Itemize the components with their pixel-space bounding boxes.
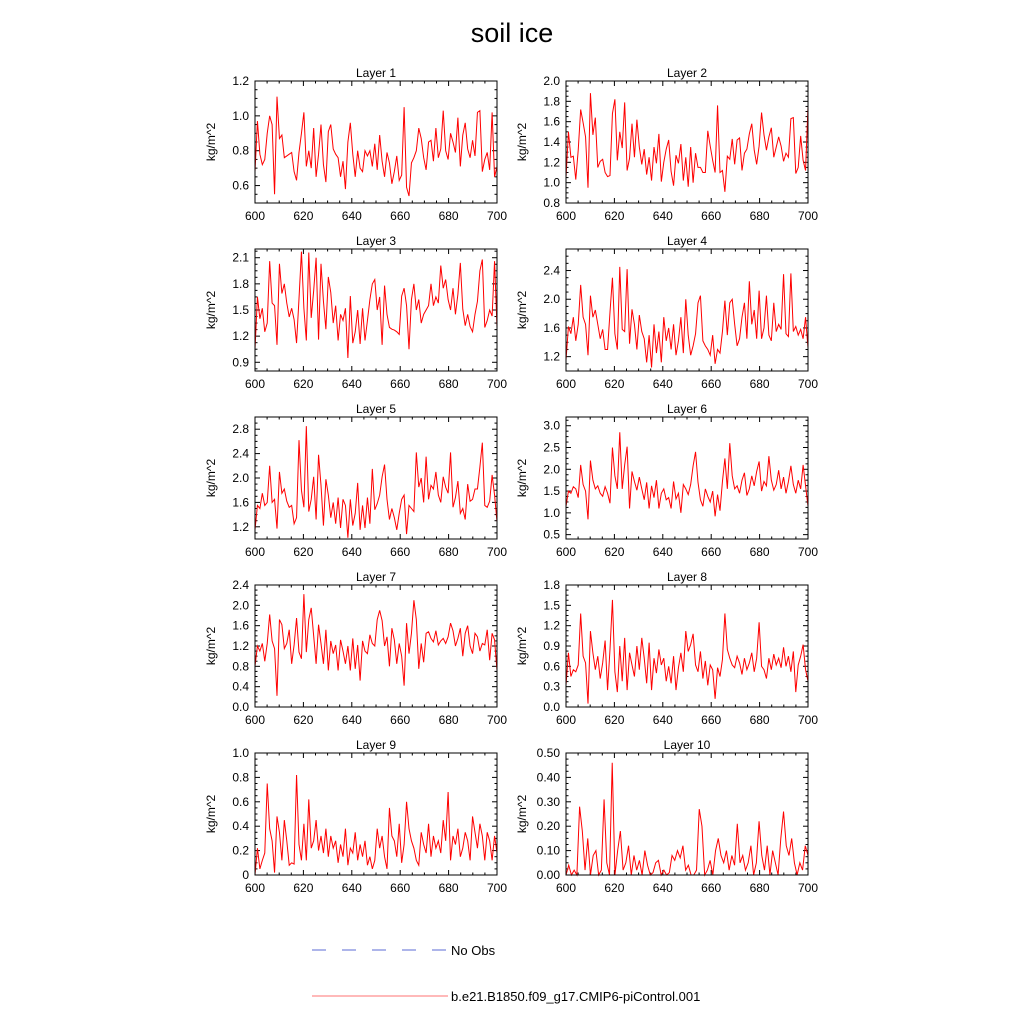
y-tick-label: 0	[242, 868, 249, 882]
y-axis-label: kg/m^2	[204, 626, 218, 666]
x-tick-label: 700	[486, 713, 508, 727]
y-tick-label: 0.9	[543, 639, 560, 653]
y-tick-label: 0.4	[232, 679, 249, 694]
y-tick-label: 2.4	[543, 263, 560, 278]
x-tick-label: 660	[701, 881, 722, 895]
x-tick-label: 600	[244, 713, 266, 727]
y-tick-label: 1.6	[543, 114, 560, 129]
y-tick-label: 1.5	[543, 598, 560, 613]
x-tick-label: 640	[652, 713, 673, 727]
x-tick-label: 660	[390, 881, 411, 895]
y-tick-label: 1.2	[543, 155, 560, 170]
y-tick-label: 0.2	[232, 843, 249, 858]
x-tick-label: 660	[701, 209, 722, 223]
y-tick-label: 2.0	[232, 471, 249, 485]
y-tick-label: 1.8	[543, 94, 560, 109]
x-tick-label: 640	[652, 377, 673, 391]
y-axis-label: kg/m^2	[515, 290, 529, 330]
y-tick-label: 1.6	[543, 320, 560, 335]
panel-layer-5	[204, 402, 507, 559]
y-tick-label: 1.8	[232, 276, 249, 291]
plot-frame	[255, 585, 497, 707]
x-tick-label: 700	[797, 209, 819, 223]
y-axis-label: kg/m^2	[515, 626, 529, 666]
x-tick-label: 680	[749, 209, 770, 223]
plot-frame	[255, 417, 497, 539]
y-axis-label: kg/m^2	[204, 122, 218, 162]
legend-model-label: b.e21.B1850.f09_g17.CMIP6-piControl.001	[451, 989, 701, 1004]
y-tick-label: 0.3	[543, 679, 560, 694]
x-tick-label: 620	[604, 713, 625, 727]
plot-frame	[255, 81, 497, 203]
y-tick-label: 0.4	[232, 819, 249, 834]
x-tick-label: 640	[341, 209, 362, 223]
y-axis-label: kg/m^2	[204, 458, 218, 498]
y-axis-label: kg/m^2	[204, 794, 218, 834]
x-tick-label: 640	[341, 545, 362, 559]
panel-layer-6	[515, 402, 818, 559]
y-axis-label: kg/m^2	[515, 122, 529, 162]
x-tick-label: 620	[293, 713, 314, 727]
x-tick-label: 660	[390, 209, 411, 223]
panel-title: Layer 4	[666, 234, 708, 248]
x-tick-label: 640	[652, 545, 673, 559]
panel-title: Layer 8	[666, 570, 708, 584]
x-tick-label: 660	[390, 377, 411, 391]
plot-frame	[566, 417, 808, 539]
y-tick-label: 0.10	[536, 843, 560, 858]
x-tick-label: 620	[293, 377, 314, 391]
x-tick-label: 640	[341, 713, 362, 727]
y-tick-label: 2.0	[543, 292, 560, 307]
panel-title: Layer 10	[663, 738, 711, 752]
y-tick-label: 0.50	[536, 746, 560, 760]
x-tick-label: 620	[604, 881, 625, 895]
y-tick-label: 0.8	[543, 196, 560, 210]
x-tick-label: 640	[341, 377, 362, 391]
x-tick-label: 700	[486, 545, 508, 559]
x-tick-label: 680	[749, 377, 770, 391]
x-tick-label: 600	[555, 545, 577, 559]
panel-title: Layer 2	[666, 66, 708, 80]
y-tick-label: 1.2	[543, 618, 560, 633]
panel-title: Layer 3	[355, 234, 397, 248]
x-tick-label: 600	[555, 713, 577, 727]
y-tick-label: 0.8	[232, 659, 249, 674]
x-tick-label: 620	[293, 209, 314, 223]
y-tick-label: 0.6	[232, 178, 249, 193]
legend-obs-label: No Obs	[451, 943, 496, 958]
x-tick-label: 600	[555, 881, 577, 895]
plot-frame	[566, 81, 808, 203]
x-tick-label: 600	[555, 377, 577, 391]
y-tick-label: 2.0	[543, 462, 560, 477]
panel-title: Layer 5	[355, 402, 397, 416]
y-tick-label: 0.6	[232, 794, 249, 809]
series-line	[255, 775, 497, 875]
plot-frame	[566, 585, 808, 707]
series-line	[255, 594, 497, 696]
y-tick-label: 1.6	[232, 618, 249, 633]
x-tick-label: 620	[604, 209, 625, 223]
x-tick-label: 600	[244, 377, 266, 391]
y-tick-label: 1.5	[232, 303, 249, 317]
x-tick-label: 640	[652, 209, 673, 223]
y-tick-label: 2.8	[232, 422, 249, 437]
y-tick-label: 0.0	[543, 700, 560, 714]
y-tick-label: 1.2	[232, 519, 249, 534]
x-tick-label: 700	[797, 881, 819, 895]
legend	[312, 943, 700, 1004]
x-tick-label: 640	[341, 881, 362, 895]
y-tick-label: 1.6	[232, 495, 249, 510]
x-tick-label: 700	[486, 377, 508, 391]
y-tick-label: 2.4	[232, 446, 249, 461]
y-tick-label: 3.0	[543, 418, 560, 433]
x-tick-label: 680	[749, 881, 770, 895]
x-tick-label: 640	[652, 881, 673, 895]
y-tick-label: 1.4	[543, 135, 560, 149]
x-tick-label: 660	[701, 545, 722, 559]
panel-layer-1	[204, 66, 507, 223]
panels-group	[204, 66, 818, 895]
series-line	[255, 426, 497, 538]
x-tick-label: 700	[797, 545, 819, 559]
series-line	[566, 93, 808, 192]
x-tick-label: 700	[797, 713, 819, 727]
panel-title: Layer 9	[355, 738, 397, 752]
y-tick-label: 0.9	[232, 355, 249, 370]
y-tick-label: 1.0	[543, 175, 560, 190]
x-tick-label: 680	[438, 377, 459, 391]
y-tick-label: 0.00	[536, 868, 560, 882]
series-line	[255, 97, 497, 196]
y-tick-label: 1.2	[543, 349, 560, 364]
x-tick-label: 660	[390, 545, 411, 559]
series-line	[566, 600, 808, 704]
x-tick-label: 700	[797, 377, 819, 391]
x-tick-label: 600	[244, 881, 266, 895]
y-tick-label: 1.0	[232, 108, 249, 123]
panel-layer-3	[204, 234, 507, 391]
y-axis-label: kg/m^2	[204, 290, 218, 330]
x-tick-label: 680	[438, 881, 459, 895]
y-tick-label: 1.8	[543, 578, 560, 592]
y-tick-label: 2.0	[232, 598, 249, 613]
y-axis-label: kg/m^2	[515, 794, 529, 834]
series-line	[566, 267, 808, 367]
y-tick-label: 0.5	[543, 527, 560, 542]
y-tick-label: 1.0	[232, 746, 249, 760]
panel-title: Layer 7	[355, 570, 397, 584]
x-tick-label: 660	[701, 713, 722, 727]
x-tick-label: 620	[604, 377, 625, 391]
y-tick-label: 1.0	[543, 505, 560, 520]
x-tick-label: 680	[438, 713, 459, 727]
x-tick-label: 680	[438, 209, 459, 223]
y-tick-label: 0.30	[536, 794, 560, 809]
panel-title: Layer 6	[666, 402, 708, 416]
x-tick-label: 660	[701, 377, 722, 391]
y-tick-label: 0.6	[543, 659, 560, 674]
y-tick-label: 2.4	[232, 578, 249, 592]
x-tick-label: 600	[244, 545, 266, 559]
y-tick-label: 1.2	[232, 329, 249, 344]
x-tick-label: 700	[486, 209, 508, 223]
y-tick-label: 0.0	[232, 700, 249, 714]
series-line	[255, 252, 497, 358]
panel-layer-10	[515, 738, 818, 895]
y-tick-label: 0.8	[232, 143, 249, 158]
y-tick-label: 1.5	[543, 484, 560, 499]
y-tick-label: 1.2	[232, 639, 249, 653]
x-tick-label: 600	[244, 209, 266, 223]
y-tick-label: 0.20	[536, 819, 560, 834]
y-tick-label: 2.1	[232, 250, 249, 265]
panel-layer-9	[204, 738, 507, 895]
x-tick-label: 600	[555, 209, 577, 223]
y-tick-label: 0.8	[232, 770, 249, 785]
series-line	[566, 763, 808, 875]
x-tick-label: 660	[390, 713, 411, 727]
x-tick-label: 620	[293, 545, 314, 559]
series-line	[566, 432, 808, 519]
figure-title: soil ice	[470, 18, 554, 48]
y-tick-label: 2.0	[543, 74, 560, 88]
panel-layer-8	[515, 570, 818, 727]
panel-layer-2	[515, 66, 818, 223]
x-tick-label: 620	[293, 881, 314, 895]
x-tick-label: 680	[749, 713, 770, 727]
y-tick-label: 1.2	[232, 74, 249, 88]
y-tick-label: 2.5	[543, 440, 560, 455]
panel-title: Layer 1	[355, 66, 397, 80]
panel-layer-4	[515, 234, 818, 391]
x-tick-label: 680	[749, 545, 770, 559]
x-tick-label: 620	[604, 545, 625, 559]
panel-layer-7	[204, 570, 507, 727]
y-axis-label: kg/m^2	[515, 458, 529, 498]
y-tick-label: 0.40	[536, 770, 560, 785]
x-tick-label: 680	[438, 545, 459, 559]
x-tick-label: 700	[486, 881, 508, 895]
